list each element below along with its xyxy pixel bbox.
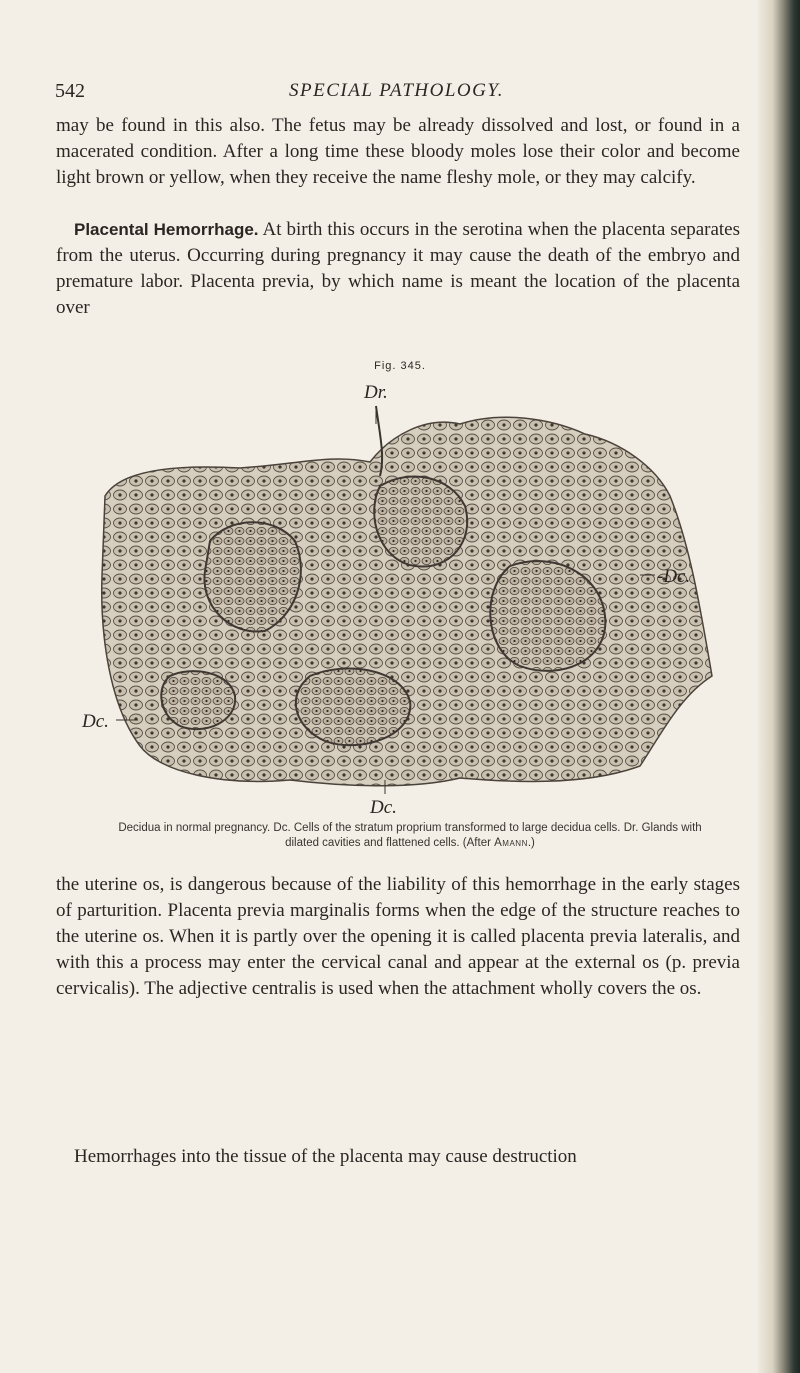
decidua-illustration [80,376,720,816]
caption-end: .) [527,837,535,849]
page-header [55,80,745,106]
paragraph-2-body: At birth this occurs in the serotina when the placenta separates from the uterus. Occurring during pregnancy it may cause the death of the embryo and premature labor. Placenta previa, by which name is meant the location of the placenta over [56,219,740,318]
paragraph-2 [56,217,740,321]
running-title: SPECIAL PATHOLOGY. [289,80,504,101]
paragraph-1: may be found in this also. The fetus may be already dissolved and lost, or found in a macerated condition. After a long time these bloody moles lose their color and become light brown or yellow, when they receive the name fleshy mole, or they may calcify. [56,115,740,188]
figure-number: Fig. 345. [374,360,426,372]
label-dc-right: -Dc. [657,566,691,587]
label-dc-left: Dc. [82,711,109,732]
paragraph-4: Hemorrhages into the tissue of the placenta may cause destruction [74,1146,577,1167]
caption-author: Amann [494,837,528,849]
label-dr-top: Dr. [364,382,388,403]
page-edge-shadow [758,0,800,1373]
paragraph-3: the uterine os, is dangerous because of the liability of this hemorrhage in the early stages of parturition. Placenta previa marginalis forms when the edge of the structure reaches to the uterine os. When it is partly over the opening it is called placenta previa lateralis, and with this a process may enter the cervical canal and appear at the external os (p. previa cervicalis). The adjective centralis is used when the attachment wholly covers the os. [56,874,740,999]
label-dc-bottom: Dc. [370,797,397,816]
section-heading-placental-hemorrhage: Placental Hemorrhage. [74,220,259,239]
caption-text: Decidua in normal pregnancy. Dc. Cells of the stratum proprium transformed to large decidua cells. Dr. Glands with dilated cavities and flattened cells. (After [118,822,702,849]
figure-caption [105,821,715,851]
gland-cavity-4 [296,668,410,745]
tissue-mass [102,417,712,786]
page-number: 542 [55,80,85,102]
gland-cavity-5 [161,671,235,729]
